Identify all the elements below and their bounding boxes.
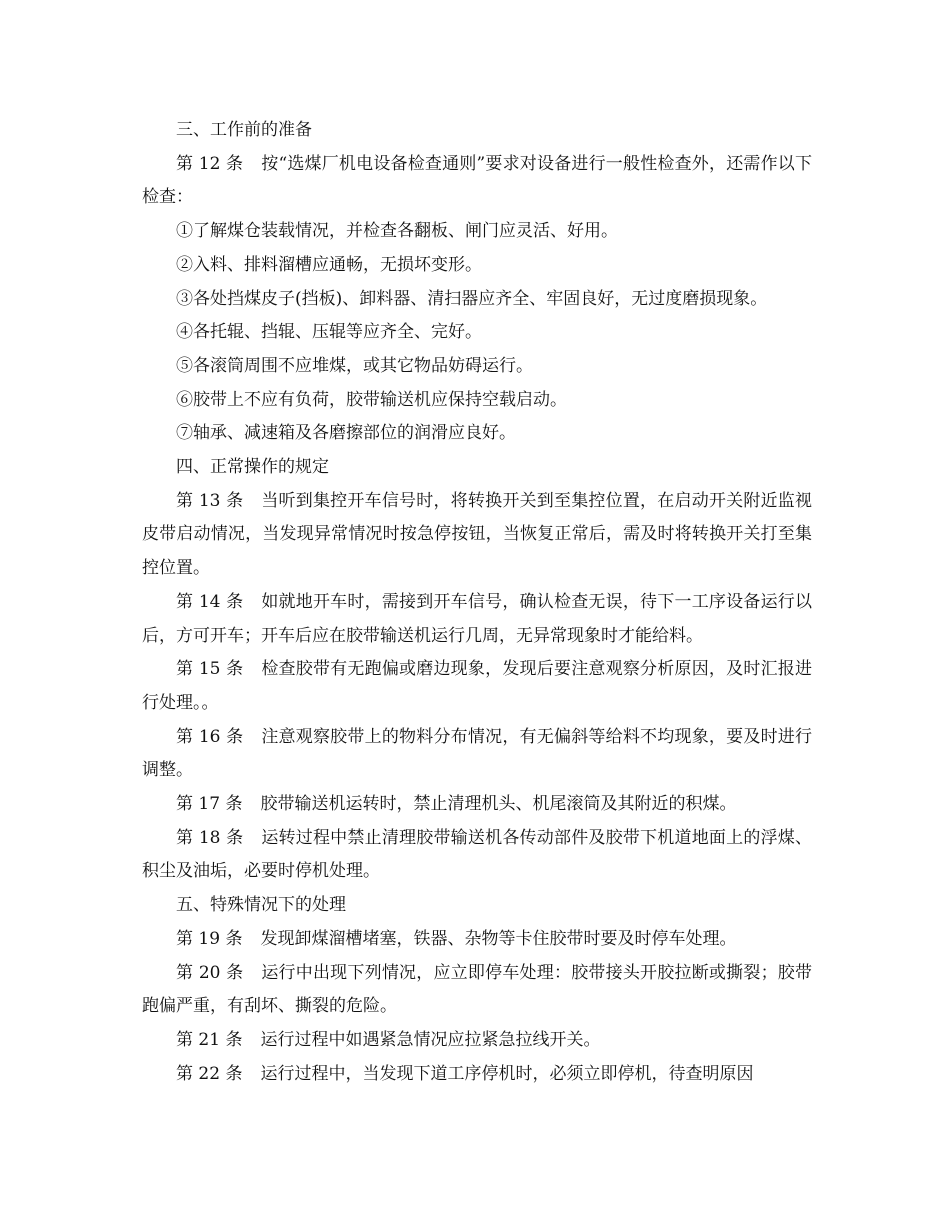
checklist-item: ⑥胶带上不应有负荷，胶带输送机应保持空载启动。 [176,389,567,410]
article-text: 如就地开车时，需接到开车信号，确认检查无误，待下一工序设备运行以后，方可开车；开车后应在胶带输送机运行几周，无异常现象时才能给料。 [142,591,812,646]
article-text: 胶带输送机运转时，禁止清理机头、机尾滚筒及其附近的积煤。 [260,794,737,815]
document-page [142,114,812,1091]
article-paragraph [142,1024,812,1058]
checklist-item: ②入料、排料溜槽应通畅，无损坏变形。 [176,254,482,275]
article-paragraph [142,957,812,1024]
article-paragraph [142,923,812,957]
article-number: 第 18 条 [176,827,244,848]
article-text: 注意观察胶带上的物料分布情况，有无偏斜等给料不均现象，要及时进行调整。 [142,726,812,781]
article-text: 当听到集控开车信号时，将转换开关到至集控位置，在启动开关附近监视皮带启动情况，当发现异常情况时按急停按钮，当恢复正常后，需及时将转换开关打至集控位置。 [142,490,812,579]
article-number: 第 21 条 [176,1029,243,1050]
article-text: 运行过程中，当发现下道工序停机时，必须立即停机，待查明原因 [260,1063,754,1084]
article-number: 第 17 条 [176,794,243,815]
article-number: 第 22 条 [176,1063,243,1084]
checklist-item: ③各处挡煤皮子(挡板)、卸料器、清扫器应齐全、牢固良好，无过度磨损现象。 [176,288,768,309]
article-paragraph [142,485,812,586]
article-text: 运行中出现下列情况，应立即停车处理：胶带接头开胶拉断或撕裂；胶带跑偏严重，有刮坏、撕裂的危险。 [142,962,812,1017]
section-heading: 五、特殊情况下的处理 [176,895,346,916]
article-number: 第 12 条 [176,153,244,174]
article-text: 按“选煤厂机电设备检查通则”要求对设备进行一般性检查外，还需作以下检查： [142,153,812,208]
article-paragraph [142,586,812,653]
checklist-item: ④各托辊、挡辊、压辊等应齐全、完好。 [176,322,482,343]
article-text: 发现卸煤溜槽堵塞，铁器、杂物等卡住胶带时要及时停车处理。 [260,928,737,949]
article-number: 第 19 条 [176,928,243,949]
article-paragraph [142,788,812,822]
section-heading: 三、工作前的准备 [176,120,312,140]
article-number: 第 16 条 [176,726,244,747]
section-heading: 四、正常操作的规定 [176,457,329,478]
article-paragraph [142,822,812,889]
article-number: 第 20 条 [176,962,244,983]
checklist-item: ⑤各滚筒周围不应堆煤，或其它物品妨碍运行。 [176,355,533,376]
article-text: 检查胶带有无跑偏或磨边现象，发现后要注意观察分析原因，及时汇报进行处理。。 [142,659,812,713]
checklist-item: ⑦轴承、减速箱及各磨擦部位的润滑应良好。 [176,423,516,444]
article-number: 第 15 条 [176,659,244,680]
article-paragraph [142,721,812,788]
article-text: 运转过程中禁止清理胶带输送机各传动部件及胶带下机道地面上的浮煤、积尘及油垢，必要时停机处理。 [142,827,812,882]
article-number: 第 14 条 [176,591,244,612]
article-paragraph [142,653,812,720]
checklist-item: ①了解煤仓装载情况，并检查各翻板、闸门应灵活、好用。 [176,221,618,242]
article-text: 运行过程中如遇紧急情况应拉紧急拉线开关。 [260,1029,601,1050]
article-paragraph [142,148,812,215]
article-paragraph [142,1058,812,1092]
article-number: 第 13 条 [176,490,244,511]
